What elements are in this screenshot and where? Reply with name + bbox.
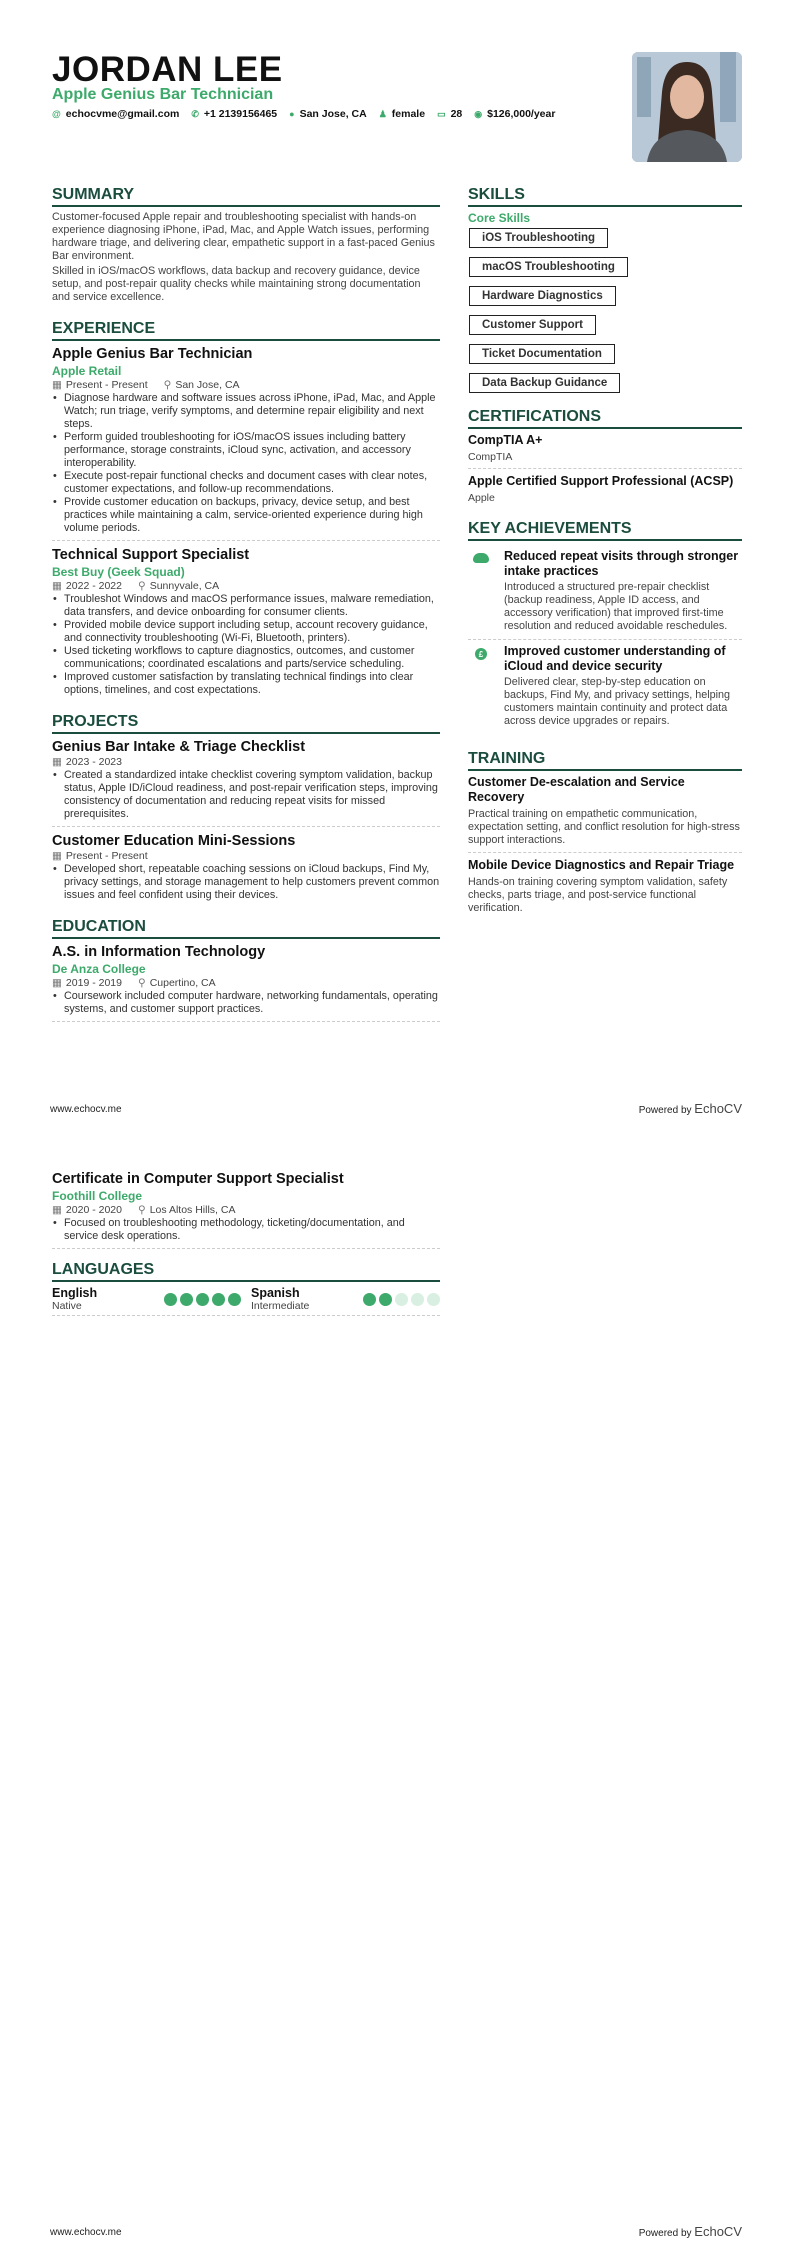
rating-dot	[180, 1293, 193, 1306]
bullet: • Provided mobile device support including setup, account recovery guidance, and connectivity troubleshooting (Wi-Fi, Bluetooth, printers).	[52, 619, 440, 645]
bullet: • Provide customer education on backups, privacy, device setup, and best practices while maintaining a calm, service-oriented experience during high volume periods.	[52, 496, 440, 535]
entry-title: Customer Education Mini-Sessions	[52, 833, 296, 849]
achievement-text: Delivered clear, step-by-step education on backups, Find My, and privacy settings, helping customers maintain continuity and protect data across device upgrades or repairs.	[504, 676, 731, 727]
language-rating	[164, 1293, 241, 1306]
bullet: • Focused on troubleshooting methodology, ticketing/documentation, and service desk operations.	[52, 1217, 440, 1243]
cert-name: Apple Certified Support Professional (ACSP)	[468, 474, 734, 488]
language-rating	[363, 1293, 440, 1306]
person-icon: ♟	[378, 108, 387, 119]
rating-dot	[196, 1293, 209, 1306]
location-icon: ⚲	[163, 379, 172, 391]
email[interactable]: echocvme@gmail.com	[65, 108, 180, 120]
skills-group: Core Skills	[468, 211, 531, 225]
training-text: Practical training on empathetic communication, expectation setting, and conflict resolution for high-stress support interactions.	[468, 808, 740, 846]
location-icon: ⚲	[137, 1204, 146, 1216]
gender: female	[391, 108, 426, 120]
phone-icon: ✆	[191, 108, 199, 119]
cert-issuer: Apple	[468, 492, 495, 504]
entry-dates: 2022 - 2022	[65, 580, 122, 592]
entry-org: Best Buy (Geek Squad)	[52, 565, 185, 579]
achievement-title: Improved customer understanding of iCloud and device security	[504, 644, 726, 673]
rating-dot	[379, 1293, 392, 1306]
bullet: • Improved customer satisfaction by translating technical findings into clear options, timelines, and cost expectations.	[52, 671, 440, 697]
phone[interactable]: +1 2139156465	[203, 108, 278, 120]
rating-dot	[411, 1293, 424, 1306]
profile-photo	[632, 52, 742, 162]
summary-text: Skilled in iOS/macOS workflows, data backup and recovery guidance, device setup, and post-repair quality checks while maintaining strong documentation and service excellence.	[52, 265, 421, 303]
entry-title: A.S. in Information Technology	[52, 944, 266, 960]
achievement-text: Introduced a structured pre-repair checklist (backup readiness, Apple ID access, and accessory verification) that improved first-time resolution and reduced avoidable reschedules.	[504, 581, 728, 632]
skill-tag: iOS Troubleshooting	[469, 228, 608, 248]
cert-issuer: CompTIA	[468, 451, 513, 463]
calendar-icon: ▦	[52, 756, 62, 768]
location-icon: ●	[289, 109, 295, 119]
left-column	[52, 172, 440, 1027]
language-item	[52, 1286, 241, 1312]
powered-label: Powered by	[638, 1105, 692, 1116]
age: 28	[450, 108, 463, 120]
languages-heading: LANGUAGES	[52, 1261, 440, 1282]
education-entry	[52, 1170, 440, 1249]
calendar-icon: ▭	[437, 108, 446, 119]
bullet: • Execute post-repair functional checks and document cases with clear notes, customer expectations, and follow-up recommendations.	[52, 470, 440, 496]
cloud-icon	[473, 553, 489, 563]
training-text: Hands-on training covering symptom validation, safety checks, parts triage, and post-service functional verification.	[468, 876, 728, 914]
footer-site[interactable]: www.echocv.me	[50, 2227, 122, 2238]
training-item	[468, 858, 742, 915]
bullet: • Perform guided troubleshooting for iOS/macOS issues including battery performance, storage constraints, iCloud sync, activation, and accessory interoperability.	[52, 431, 440, 470]
entry-title: Genius Bar Intake & Triage Checklist	[52, 739, 306, 755]
experience-heading: EXPERIENCE	[52, 320, 440, 341]
language-level: Native	[52, 1300, 82, 1312]
language-name: English	[52, 1286, 98, 1300]
entry-dates: 2020 - 2020	[65, 1204, 122, 1216]
training-title: Mobile Device Diagnostics and Repair Triage	[468, 858, 735, 872]
footer-powered	[639, 1101, 742, 1116]
achievements-heading: KEY ACHIEVEMENTS	[468, 520, 742, 541]
education-entry	[52, 943, 440, 1022]
bullet: • Troubleshot Windows and macOS performance issues, malware remediation, data transfers, and device onboarding for consumer clients.	[52, 593, 440, 619]
footer-site[interactable]: www.echocv.me	[50, 1104, 122, 1115]
money-icon: ◉	[474, 108, 483, 119]
skill-tag: Hardware Diagnostics	[469, 286, 616, 306]
entry-org: Foothill College	[52, 1189, 142, 1203]
entry-org: Apple Retail	[52, 364, 122, 378]
skill-tag: Customer Support	[469, 315, 596, 335]
rating-dot	[212, 1293, 225, 1306]
bullet: • Used ticketing workflows to capture diagnostics, outcomes, and customer communications; coordinated escalations and parts/service scheduling.	[52, 645, 440, 671]
entry-dates: Present - Present	[65, 379, 148, 391]
education-heading: EDUCATION	[52, 918, 440, 939]
calendar-icon: ▦	[52, 850, 62, 862]
entry-org: De Anza College	[52, 962, 146, 976]
certification	[468, 433, 742, 469]
summary-heading: SUMMARY	[52, 186, 440, 207]
bullet: • Created a standardized intake checklist covering symptom validation, backup status, Apple ID/iCloud readiness, and post-repair verification steps, improving consistency of documentation and reducing repeat visits for missed prerequisites.	[52, 769, 440, 821]
calendar-icon: ▦	[52, 580, 62, 592]
rating-dot	[427, 1293, 440, 1306]
rating-dot	[228, 1293, 241, 1306]
powered-label: Powered by	[638, 2228, 692, 2239]
entry-title: Apple Genius Bar Technician	[52, 346, 253, 362]
salary: $126,000/year	[487, 108, 556, 120]
training-item	[468, 775, 742, 853]
entry-location: Los Altos Hills, CA	[149, 1204, 236, 1216]
left-column-page2	[52, 1170, 440, 1316]
calendar-icon: ▦	[52, 977, 62, 989]
rating-dot	[363, 1293, 376, 1306]
pound-icon: £	[475, 648, 487, 660]
bullet: • Diagnose hardware and software issues across iPhone, iPad, Mac, and Apple Watch; run triage, verify symptoms, and determine repair eligibility and next steps.	[52, 392, 440, 431]
language-item	[251, 1286, 440, 1312]
project-entry	[52, 832, 440, 902]
at-icon: @	[52, 109, 61, 119]
certifications-heading: CERTIFICATIONS	[468, 408, 742, 429]
candidate-name: JORDAN LEE	[52, 50, 283, 89]
project-entry	[52, 738, 440, 827]
skill-tag: Ticket Documentation	[469, 344, 615, 364]
projects-heading: PROJECTS	[52, 713, 440, 734]
experience-entry	[52, 546, 440, 697]
language-name: Spanish	[251, 1286, 300, 1300]
skill-tag: Data Backup Guidance	[469, 373, 620, 393]
bullet: • Coursework included computer hardware, networking fundamentals, operating systems, and customer support practices.	[52, 990, 440, 1016]
cert-name: CompTIA A+	[468, 433, 543, 447]
location: San Jose, CA	[299, 108, 367, 120]
location-icon: ⚲	[137, 977, 146, 989]
entry-title: Technical Support Specialist	[52, 547, 250, 563]
training-heading: TRAINING	[468, 750, 742, 771]
entry-location: San Jose, CA	[175, 379, 240, 391]
entry-dates: 2023 - 2023	[65, 756, 122, 768]
language-level: Intermediate	[251, 1300, 310, 1312]
skills-heading: SKILLS	[468, 186, 742, 207]
experience-entry	[52, 345, 440, 541]
brand-label[interactable]: EchoCV	[694, 1101, 742, 1116]
entry-location: Sunnyvale, CA	[149, 580, 220, 592]
contact-bar	[52, 108, 555, 120]
skill-tag: macOS Troubleshooting	[469, 257, 628, 277]
entry-location: Cupertino, CA	[149, 977, 216, 989]
languages-list	[52, 1286, 440, 1316]
achievement-title: Reduced repeat visits through stronger intake practices	[504, 549, 739, 578]
brand-label[interactable]: EchoCV	[694, 2224, 742, 2239]
calendar-icon: ▦	[52, 379, 62, 391]
rating-dot	[395, 1293, 408, 1306]
entry-title: Certificate in Computer Support Specialist	[52, 1171, 344, 1187]
achievement	[468, 545, 742, 640]
summary-text: Customer-focused Apple repair and troubleshooting specialist with hands-on experience diagnosing iPhone, iPad, Mac, and Apple Watch issues, performing hardware triage, and delivering clear, empathetic support in a fast-paced Genius Bar environment.	[52, 211, 435, 262]
training-title: Customer De-escalation and Service Recovery	[468, 775, 685, 804]
rating-dot	[164, 1293, 177, 1306]
entry-dates: Present - Present	[65, 850, 148, 862]
entry-dates: 2019 - 2019	[65, 977, 122, 989]
certification	[468, 474, 742, 504]
job-title: Apple Genius Bar Technician	[52, 86, 274, 103]
footer-powered	[639, 2224, 742, 2239]
right-column	[468, 172, 742, 915]
location-icon: ⚲	[137, 580, 146, 592]
achievement	[468, 640, 742, 734]
calendar-icon: ▦	[52, 1204, 62, 1216]
bullet: • Developed short, repeatable coaching sessions on iCloud backups, Find My, privacy settings, and storage management to help customers prevent common issues and feel confident using their devices.	[52, 863, 440, 902]
